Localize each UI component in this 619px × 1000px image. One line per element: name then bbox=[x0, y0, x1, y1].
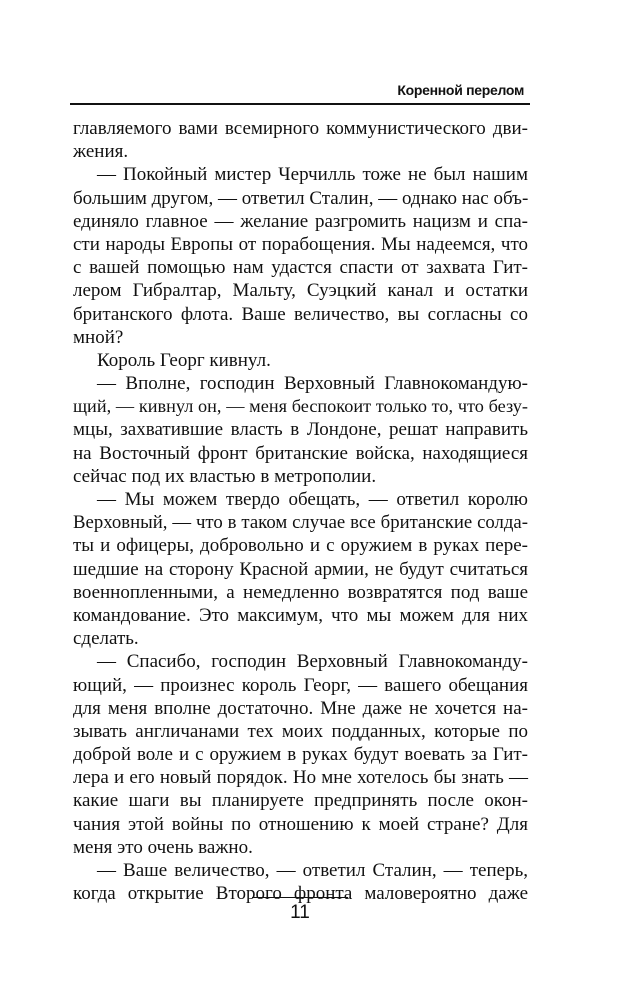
text-line: на Восточный фронт британские войска, находящиеся bbox=[73, 442, 528, 464]
text-line: ты и офицеры, добровольно и с оружием в руках пере- bbox=[73, 535, 528, 557]
text-line: главляемого вами всемирного коммунистического дви- bbox=[73, 118, 528, 139]
text-line: — Мы можем твердо обещать, — ответил королю bbox=[97, 489, 528, 510]
text-line: — Спасибо, господин Верховный Главнокоманду- bbox=[97, 651, 528, 673]
text-line: командование. Это максимум, что мы можем для них bbox=[73, 604, 528, 626]
text-line: ющий, — произнес король Георг, — вашего обещания bbox=[73, 674, 528, 696]
text-line: зывать англичанами тех моих подданных, которые по bbox=[73, 720, 528, 742]
text-line: меня это очень важно. bbox=[73, 836, 253, 858]
text-line: — Покойный мистер Черчилль тоже не был нашим bbox=[97, 164, 528, 186]
text-line: жения. bbox=[73, 141, 129, 163]
text-line: чания этой войны по отношению к моей стране? Для bbox=[73, 813, 528, 835]
text-line: Верховный, — что в таком случае все британские солда- bbox=[73, 512, 528, 534]
footer-rule bbox=[252, 897, 348, 898]
text-line: сейчас под их властью в метрополии. bbox=[73, 465, 377, 487]
text-line: сделать. bbox=[73, 628, 139, 650]
text-line: мной? bbox=[73, 326, 124, 348]
text-line: для меня вполне достаточно. Мне даже не хочется на- bbox=[73, 697, 528, 719]
text-line: сти народы Европы от порабощения. Мы надеемся, что bbox=[73, 233, 528, 255]
text-line: с вашей помощью нам удастся спасти от захвата Гит- bbox=[73, 257, 528, 279]
body-text bbox=[73, 117, 528, 905]
text-line: единяло главное — желание разгромить нацизм и спа- bbox=[73, 210, 528, 232]
text-line: — Вполне, господин Верховный Главнокомандую- bbox=[97, 373, 528, 395]
text-line: когда открытие Второго фронта маловероятно даже bbox=[73, 883, 528, 905]
text-line: большим другом, — ответил Сталин, — однако нас объ- bbox=[73, 187, 529, 209]
text-line: лера и его новый порядок. Но мне хотелось бы знать — bbox=[73, 767, 528, 789]
text-line: щий, — кивнул он, — меня беспокоит только то, что безу- bbox=[73, 396, 528, 417]
text-line: лером Гибралтар, Мальту, Суэцкий канал и остатки bbox=[73, 280, 528, 302]
header-rule bbox=[70, 103, 530, 105]
text-line: военнопленными, а немедленно возвратятся под ваше bbox=[73, 581, 528, 603]
page-number: 11 bbox=[290, 902, 310, 923]
text-line: мцы, захватившие власть в Лондоне, решат направить bbox=[73, 419, 528, 441]
text-line: британского флота. Ваше величество, вы согласны со bbox=[73, 303, 528, 325]
text-line: доброй воле и с оружием в руках будут воевать за Гит- bbox=[73, 744, 528, 766]
text-line: шедшие на сторону Красной армии, не будут считаться bbox=[73, 558, 528, 580]
text-line: какие шаги вы планируете предпринять после окон- bbox=[73, 790, 528, 812]
text-line: Король Георг кивнул. bbox=[97, 349, 271, 371]
text-line: — Ваше величество, — ответил Сталин, — теперь, bbox=[97, 860, 528, 881]
running-header-title: Коренной перелом bbox=[397, 82, 524, 98]
